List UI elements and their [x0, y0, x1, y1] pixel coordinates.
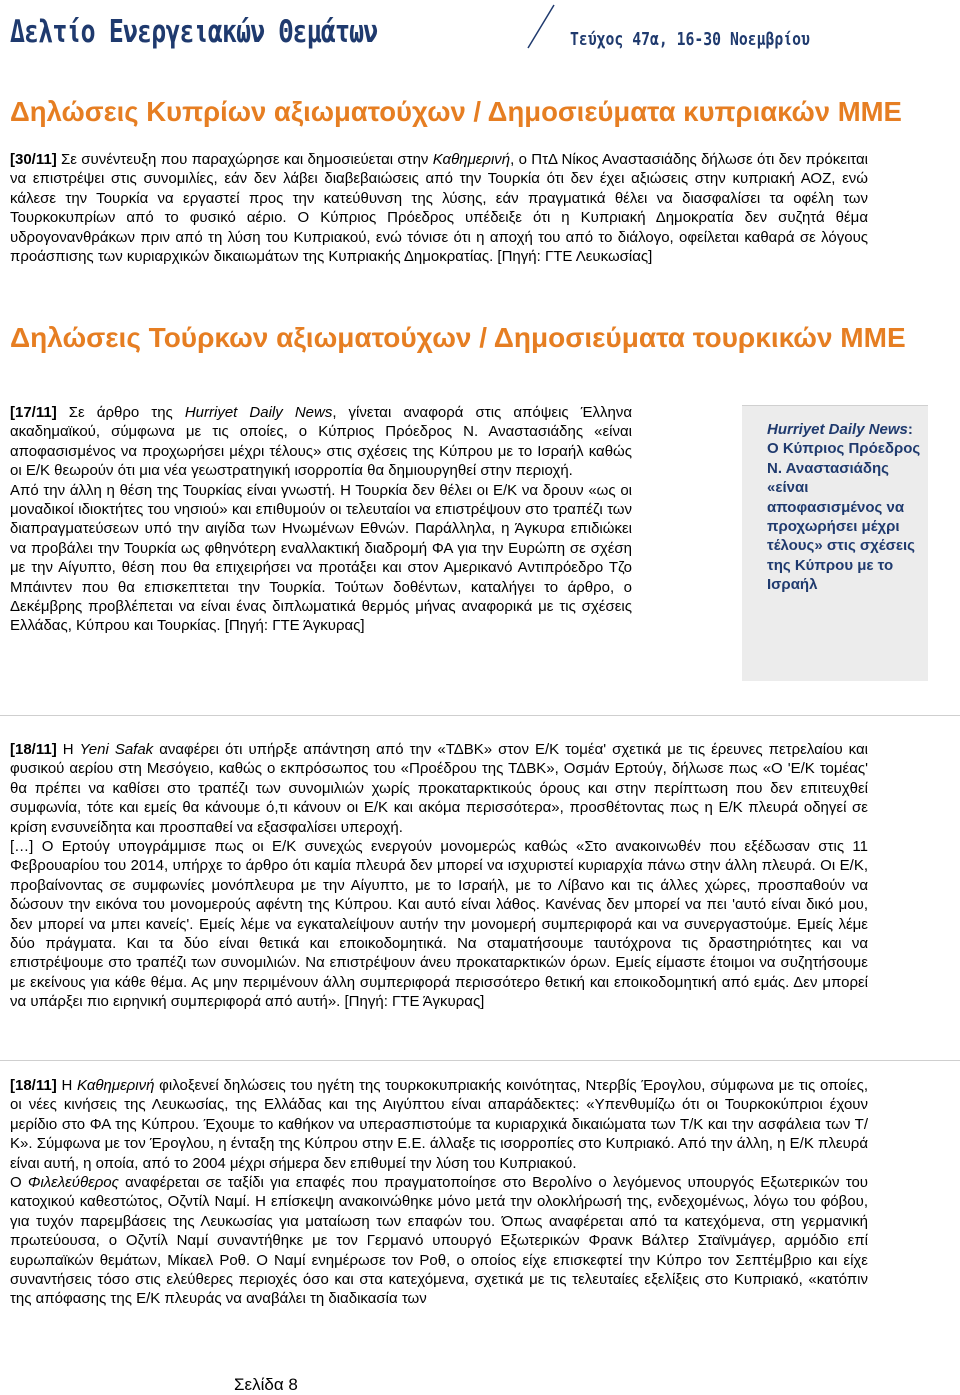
pull-quote-body: : Ο Κύπριος Πρόεδρος Ν. Αναστασιάδης «είναι αποφασισμένος να προχωρήσει μέχρι τέλους» στις σχέσεις της Κύπρου με το Ισραήλ: [767, 421, 921, 594]
article-paragraph: […] Ο Ερτούγ υπογράμμισε πως οι Ε/Κ συνεχώς ενεργούν μονομερώς καθώς «Στο ανακοινωθέν που εξέδωσαν στις 11 Φεβρουαρίου του 2014, υπήρχε το άρθρο ότι καμία πλευρά δεν μπορεί να ισχυριστεί κυριαρχία πάνω στην άλλη πλευρά. Οι Ε/Κ, προβαίνοντας σε συμφωνίες μονόπλευρα με την Αίγυπτο, με το Ισραήλ, με το Λίβανο και τις άλλες χώρες, προσπαθούν να δώσουν την εικόνα του μονομερούς αφέντη της Κύπρου. Και αυτό είναι λάθος. Κανένας δεν μπορεί να πει 'αυτό είναι δικό μου, δεν μπορεί να μπει κανείς'. Εμείς λέμε να εγκαταλείψουν αυτήν την μονομερή συμπεριφορά και να συνεργαστούμε. Εμείς λέμε δύο πράγματα. Και τα δύο είναι θετικά και εποικοδομητικά. Να σταματήσουμε ταυτόχρονα τις δραστηριότητες και να επιστρέψουμε στο τραπέζι των συνομιλιών. Να επιστρέψουν άνευ προκαταρκτικών όρων. Εμείς είμαστε έτοιμοι να συζητήσουμε με εκείνους για κάθε θέμα. Ας μην περιμένουν άλλη συμπεριφορά περισσότερο θετική και εποικοδομητική από εμάς. Δεν μπορεί να υπάρξει πιο ειρηνική συμπεριφορά από αυτή». [Πηγή: ΓΤΕ Άγκυρας]: [10, 838, 868, 1011]
section-title-cyprus: Δηλώσεις Κυπρίων αξιωματούχων / Δημοσιεύματα κυπριακών ΜΜΕ: [10, 96, 902, 127]
section-divider: [0, 1060, 960, 1061]
newspaper-name: Yeni Safak: [79, 741, 154, 758]
issue-info: Τεύχος 47α, 16-30 Νοεμβρίου: [570, 29, 810, 50]
article-text: , ο ΠτΔ Νίκος Αναστασιάδης δήλωσε ότι δεν πρόκειται να επιστρέψει στις συνομιλίες, εάν δεν λάβει διαβεβαιώσεις από την Τουρκία ότι δεν έχει αξιώσεις στην κυπριακή ΑΟΖ, ενώ κάλεσε την Τουρκία να εργαστεί προς την κατεύθυνση της λύσης, εάν πραγματικά θέλει να διασφαλίσει τα οφέλη των Τουρκοκυπρίων από το φυσικό αέριο. Ο Κύπριος Πρόεδρος υπέδειξε ότι η Κυπριακή Δημοκρατία δεν συζητά θέμα υδρογονανθράκων πριν από τη λύση του Κυπριακού, ενώ τόνισε ότι η αποχή του από το διάλογο, οφείλεται καθαρά σε λόγους προάσπισης των κυριαρχικών δικαιωμάτων της Κυπριακής Δημοκρατίας. [Πηγή: ΓΤΕ Λευκωσίας]: [10, 151, 868, 266]
section-title-turkey: Δηλώσεις Τούρκων αξιωματούχων / Δημοσιεύματα τουρκικών ΜΜΕ: [10, 322, 906, 353]
article-text: Η: [56, 741, 80, 758]
article-text: Σε άρθρο της: [56, 404, 185, 421]
article-text: , γίνεται αναφορά στις απόψεις Έλληνα ακαδημαϊκού, σύμφωνα με τις οποίες, ο Κύπριος Πρόεδρος Ν. Αναστασιάδης «είναι αποφασισμένος να προχωρήσει μέχρι τέλους» στις σχέσεις της Κύπρου με το Ισραήλ καθώς οι Ε/Κ θεωρούν ότι μια νέα γεωστρατηγική ισορροπία θα δημιουργηθεί στην περιοχή.: [10, 404, 632, 480]
article-18-11-b: [10, 1076, 868, 1309]
article-text: Ο: [10, 1174, 28, 1192]
pull-quote-box: [742, 405, 928, 681]
pull-quote-text: [767, 420, 927, 595]
article-text: αναφέρει ότι υπήρξε απάντηση από την «ΤΔΒΚ» στον Ε/Κ τομέα' σχετικά με τις έρευνες πετρελαίου και φυσικού αερίου στη Μεσόγειο, καθώς ο εκπρόσωπος του «Προέδρου της ΤΔΒΚ», Οσμάν Ερτούγ, δήλωσε πως «Ο 'Ε/Κ τομέας' θα πρέπει να καθίσει στο τραπέζι των συνομιλιών χωρίς προκαταρκτικούς όρους και στην περίπτωση που δεν επιτευχθεί συμφωνία, τότε και εμείς θα κάνουμε ό,τι κάνουν οι Ε/Κ και ακόμα περισσότερα», προσθέτοντας πως η Ε/Κ πλευρά οδηγεί σε κρίση ενσυνείδητα και προσπαθεί να εξασφαλίσει υπεροχή.: [10, 741, 869, 836]
article-paragraph: Από την άλλη η θέση της Τουρκίας είναι γνωστή. Η Τουρκία δεν θέλει οι Ε/Κ να δρουν «ως οι μοναδικοί ιδιοκτήτες του νησιού» και επιθυμούν οι τελευταίοι να επιστρέψουν στο τραπέζι των διαπραγματεύσεων υπό την αιγίδα των Ηνωμένων Εθνών. Παράλληλα, η Άγκυρα επιδιώκει να προβάλει την Τουρκία ως φθηνότερη εναλλακτική διαδρομή ΦΑ για την Ευρώπη σε σχέση με την Αίγυπτο, θέση που θα επιχειρήσει να προτάξει και στον Αμερικανό Αντιπρόεδρο Τζο Μπάιντεν που θα επισκεπτεται την Τουρκία. Τούτων δοθέντων, καταλήγει το άρθρο, ο Δεκέμβρης προβλέπεται να είναι ένας διπλωματικά θερμός μήνας αναφορικά με τις σχέσεις Ελλάδας, Κύπρου και Τουρκίας. [Πηγή: ΓΤΕ Άγκυρας]: [10, 481, 632, 635]
header-divider-slash: [0, 0, 960, 60]
section-divider: [0, 715, 960, 716]
newspaper-name: Φιλελεύθερος: [27, 1174, 119, 1192]
page-number: Σελίδα 8: [234, 1375, 298, 1394]
article-date: [18/11]: [10, 1077, 57, 1094]
article-text: φιλοξενεί δηλώσεις του ηγέτη της τουρκοκυπριακής κοινότητας, Ντερβίς Έρογλου, σύμφωνα με τις οποίες, οι νέες κινήσεις της Λευκωσίας, της Ελλάδας και της Αιγύπτου είναι απαράδεκτες: «Υπενθυμίζω ότι οι Τουρκοκύπριοι έχουν μερίδιο στο ΦΑ της Κύπρου. Έχουμε το καθήκον να υπερασπιστούμε τα κυριαρχικά δικαιώματα των Τ/Κ και την ασφάλεια των Τ/Κ». Σύμφωνα με τον Έρογλου, η ένταξη της Κύπρου στην Ε.Ε. άλλαξε τις ισορροπίες στο Κυπριακό. Από την άλλη, η Ε/Κ πλευρά είναι αυτή, η οποία, από το 2004 μέχρι σήμερα δεν επιθυμεί την λύση του Κυπριακού.: [10, 1077, 868, 1172]
pull-quote-newspaper: Hurriyet Daily News: [767, 421, 908, 438]
article-17-11: [10, 403, 632, 636]
newspaper-name: Hurriyet Daily News: [184, 404, 333, 421]
article-date: [30/11]: [10, 151, 57, 168]
article-18-11-a: [10, 740, 868, 1012]
article-text: Η: [56, 1077, 78, 1094]
newspaper-name: Καθημερινή: [432, 151, 511, 168]
article-text: Σε συνέντευξη που παραχώρησε και δημοσιεύεται στην: [56, 151, 433, 168]
article-text: αναφέρεται σε ταξίδι για επαφές που πραγματοποίησε στο Βερολίνο ο λεγόμενος υπουργός Εξωτερικών του κατοχικού καθεστώτος, Οζντίλ Ναμί. Η επίσκεψη ανακοινώθηκε μόνο μετά την ολοκλήρωσή της, ενδεχομένως, λόγω του φόβου, για τυχόν παρεμβάσεις της Λευκωσίας για ματαίωση των επαφών του. Όπως αναφέρεται από τα κατεχόμενα, στη γερμανική πρωτεύουσα, ο Οζντίλ Ναμί συναντήθηκε με τον Γερμανό υπουργό Εξωτερικών Φρανκ Βάλτερ Σταϊνμάγερ, αρμόδιο επί ευρωπαϊκών θεμάτων, Μίκαελ Ροθ. Ο Ναμί ενημέρωσε τον Ροθ, ο οποίος είχε επισκεφτεί την Κύπρο τον Σεπτέμβριο και είχε συναντήσεις τόσο στις ελεύθερες περιοχές όσο και στα κατεχόμενα, σχετικά με τις τελευταίες εξελίξεις στο Κυπριακό, «κατόπιν της απόφασης της Ε/Κ πλευράς να αναβάλει τη διαδικασία των: [10, 1174, 869, 1308]
newspaper-name: Καθημερινή: [77, 1077, 155, 1094]
document-title: Δελτίο Ενεργειακών Θεμάτων: [10, 14, 378, 50]
article-date: [17/11]: [10, 404, 57, 421]
article-30-11: [10, 150, 868, 266]
article-date: [18/11]: [10, 741, 57, 758]
